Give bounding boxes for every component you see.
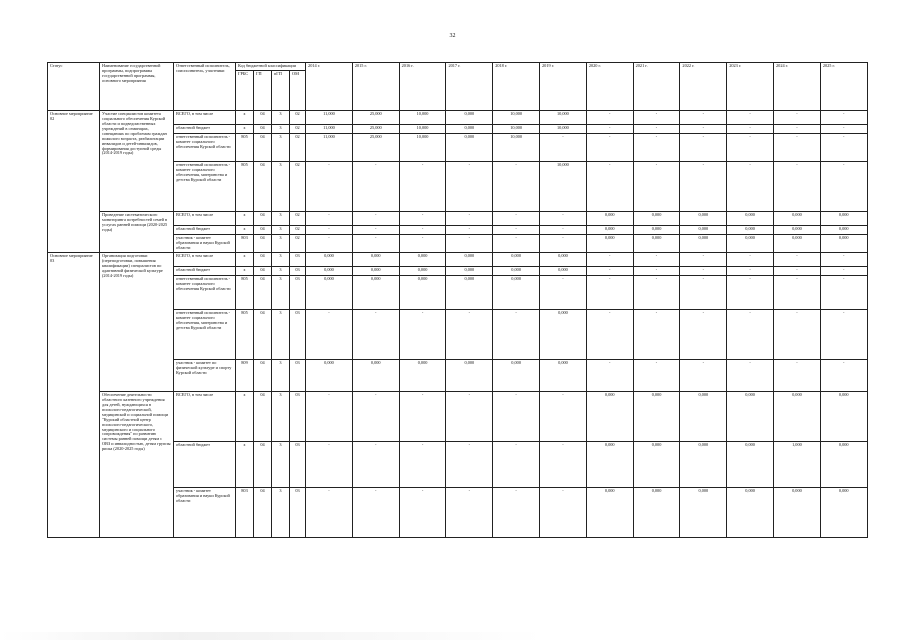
value-cell: - — [352, 441, 399, 487]
value-cell: 0,000 — [352, 359, 399, 391]
value-cell: 25,000 — [352, 110, 399, 124]
value-cell: 0,000 — [774, 225, 821, 234]
executor-cell: участник - комитет образования и науки Курской области — [174, 487, 236, 537]
pgp-cell: 3 — [272, 309, 290, 359]
value-cell: - — [446, 211, 493, 225]
pgp-cell: 3 — [272, 391, 290, 441]
activity-name-cell: Обеспечение деятельности областного казенного учреждения для детей, нуждающихся в психолого-педагогической, медицинской и социальной помощи "Курский областной центр психолого-педагогического, медицинского и социального сопровождения" по развитию системы ранней помощи детям с ОВЗ и инвалидностью, детям группы риска (2020-2025 годы) — [100, 391, 174, 537]
pgp-cell: 3 — [272, 161, 290, 211]
budget-table — [47, 62, 868, 538]
pgp-cell: 3 — [272, 124, 290, 133]
value-cell: 0,000 — [633, 391, 680, 441]
om-cell: 02 — [290, 211, 306, 225]
pgp-cell: 3 — [272, 487, 290, 537]
value-cell: 0,000 — [306, 266, 353, 275]
header-row-1 — [48, 63, 868, 71]
executor-cell: областной бюджет — [174, 441, 236, 487]
header-year: 2015 г. — [352, 63, 399, 111]
table-row — [48, 110, 868, 124]
gp-cell: 04 — [254, 110, 272, 124]
value-cell: - — [586, 309, 633, 359]
header-year: 2018 г. — [493, 63, 540, 111]
grbs-cell: x — [236, 124, 254, 133]
value-cell: 10,000 — [493, 124, 540, 133]
value-cell: 0,000 — [633, 487, 680, 537]
status-cell: Основное мероприятие 02 — [48, 110, 100, 252]
value-cell: 11,000 — [306, 110, 353, 124]
value-cell: 0,000 — [586, 225, 633, 234]
value-cell: - — [352, 309, 399, 359]
value-cell: 0,000 — [820, 225, 867, 234]
header-year: 2019 г. — [540, 63, 587, 111]
value-cell: - — [820, 133, 867, 161]
grbs-cell: 803 — [236, 234, 254, 252]
value-cell: - — [727, 252, 774, 266]
table-body — [48, 110, 868, 537]
value-cell: 0,000 — [399, 359, 446, 391]
value-cell: - — [446, 487, 493, 537]
header-grbs: ГРБС — [236, 70, 254, 110]
value-cell: - — [774, 252, 821, 266]
value-cell: 0,000 — [399, 266, 446, 275]
executor-cell: участник - комитет образования и науки Курской области — [174, 234, 236, 252]
executor-cell: ответственный исполнитель - комитет социального обеспечения Курской области — [174, 275, 236, 309]
value-cell: - — [352, 487, 399, 537]
value-cell: 0,000 — [820, 391, 867, 441]
value-cell: - — [727, 359, 774, 391]
value-cell: 0,000 — [446, 110, 493, 124]
value-cell: - — [680, 252, 727, 266]
value-cell: - — [586, 275, 633, 309]
value-cell: - — [446, 234, 493, 252]
om-cell: 03 — [290, 309, 306, 359]
value-cell: 0,000 — [586, 487, 633, 537]
header-year: 2025 г. — [820, 63, 867, 111]
value-cell: 0,000 — [820, 487, 867, 537]
value-cell: - — [727, 161, 774, 211]
value-cell: 0,000 — [586, 391, 633, 441]
value-cell: - — [540, 234, 587, 252]
value-cell: - — [680, 133, 727, 161]
value-cell: - — [586, 133, 633, 161]
value-cell: - — [493, 225, 540, 234]
value-cell: 25,000 — [352, 133, 399, 161]
executor-cell: ВСЕГО, в том числе — [174, 211, 236, 225]
om-cell: 03 — [290, 487, 306, 537]
executor-cell: ответственный исполнитель - комитет социального обеспечения Курской области — [174, 133, 236, 161]
value-cell: 11,000 — [306, 133, 353, 161]
grbs-cell: 805 — [236, 161, 254, 211]
executor-cell: ответственный исполнитель - комитет социального обеспечения, материнства и детства Курской области — [174, 161, 236, 211]
grbs-cell: x — [236, 252, 254, 266]
grbs-cell: 805 — [236, 309, 254, 359]
grbs-cell: 805 — [236, 275, 254, 309]
value-cell: 0,000 — [774, 234, 821, 252]
value-cell: - — [680, 275, 727, 309]
scan-artifact — [0, 632, 905, 640]
header-year: 2024 г. — [774, 63, 821, 111]
value-cell: 0,000 — [820, 234, 867, 252]
grbs-cell: x — [236, 266, 254, 275]
om-cell: 03 — [290, 441, 306, 487]
value-cell: - — [493, 161, 540, 211]
value-cell: - — [680, 266, 727, 275]
gp-cell: 04 — [254, 391, 272, 441]
om-cell: 02 — [290, 133, 306, 161]
value-cell: - — [540, 133, 587, 161]
value-cell: - — [820, 110, 867, 124]
value-cell: - — [820, 275, 867, 309]
value-cell: 0,000 — [680, 441, 727, 487]
value-cell: - — [633, 359, 680, 391]
value-cell: 0,000 — [680, 234, 727, 252]
value-cell: - — [820, 359, 867, 391]
value-cell: 0,000 — [727, 211, 774, 225]
value-cell: - — [540, 225, 587, 234]
gp-cell: 04 — [254, 309, 272, 359]
value-cell: - — [820, 124, 867, 133]
pgp-cell: 3 — [272, 359, 290, 391]
grbs-cell: x — [236, 110, 254, 124]
value-cell: 11,000 — [306, 124, 353, 133]
value-cell: - — [680, 161, 727, 211]
value-cell: - — [680, 124, 727, 133]
value-cell: 0,000 — [633, 234, 680, 252]
value-cell: - — [774, 359, 821, 391]
pgp-cell: 3 — [272, 275, 290, 309]
value-cell: 10,000 — [399, 133, 446, 161]
value-cell: - — [399, 487, 446, 537]
value-cell: - — [820, 266, 867, 275]
grbs-cell: 803 — [236, 487, 254, 537]
value-cell: 10,000 — [399, 124, 446, 133]
header-pgp: пГП — [272, 70, 290, 110]
value-cell: - — [352, 211, 399, 225]
pgp-cell: 3 — [272, 252, 290, 266]
value-cell: - — [493, 211, 540, 225]
header-budget-code: Код бюджетной классификации — [236, 63, 306, 71]
value-cell: - — [306, 391, 353, 441]
value-cell: - — [774, 133, 821, 161]
value-cell: 0,000 — [540, 359, 587, 391]
value-cell: - — [586, 124, 633, 133]
gp-cell: 04 — [254, 234, 272, 252]
value-cell: - — [820, 161, 867, 211]
value-cell: 0,000 — [633, 441, 680, 487]
pgp-cell: 3 — [272, 234, 290, 252]
status-cell: Основное мероприятие 03 — [48, 252, 100, 537]
value-cell: 0,000 — [352, 275, 399, 309]
value-cell: - — [633, 124, 680, 133]
value-cell: - — [586, 252, 633, 266]
value-cell: - — [820, 252, 867, 266]
value-cell: 0,000 — [633, 211, 680, 225]
grbs-cell: x — [236, 211, 254, 225]
activity-name-cell: Проведение систематического мониторинга потребностей семей в услугах ранней помощи (2020-2025 годы) — [100, 211, 174, 252]
table-row — [48, 252, 868, 266]
value-cell: - — [399, 234, 446, 252]
value-cell: - — [633, 252, 680, 266]
value-cell: 0,000 — [446, 359, 493, 391]
value-cell: 0,000 — [540, 252, 587, 266]
header-year: 2014 г. — [306, 63, 353, 111]
executor-cell: областной бюджет — [174, 266, 236, 275]
value-cell: - — [586, 359, 633, 391]
value-cell: 10,000 — [540, 124, 587, 133]
value-cell: 0,000 — [352, 252, 399, 266]
value-cell: - — [399, 225, 446, 234]
value-cell: 25,000 — [352, 124, 399, 133]
value-cell: - — [446, 309, 493, 359]
grbs-cell: 805 — [236, 133, 254, 161]
gp-cell: 04 — [254, 487, 272, 537]
value-cell: 0,000 — [727, 225, 774, 234]
pgp-cell: 3 — [272, 441, 290, 487]
om-cell: 02 — [290, 110, 306, 124]
header-executor: Ответственный исполнитель, соисполнитель, участники — [174, 63, 236, 111]
value-cell: 0,000 — [774, 211, 821, 225]
om-cell: 03 — [290, 391, 306, 441]
value-cell: - — [399, 211, 446, 225]
value-cell: 0,000 — [306, 359, 353, 391]
header-year: 2023 г. — [727, 63, 774, 111]
value-cell: - — [540, 275, 587, 309]
value-cell: - — [540, 487, 587, 537]
value-cell: - — [727, 275, 774, 309]
value-cell: 0,000 — [540, 309, 587, 359]
value-cell: 10,000 — [540, 110, 587, 124]
value-cell: - — [352, 225, 399, 234]
value-cell: - — [774, 110, 821, 124]
header-year: 2016 г. — [399, 63, 446, 111]
value-cell: - — [352, 391, 399, 441]
value-cell: - — [540, 441, 587, 487]
om-cell: 03 — [290, 275, 306, 309]
page-number: 32 — [449, 33, 456, 39]
table-row — [48, 391, 868, 441]
activity-name-cell: Участие специалистов комитета социального обеспечения Курской области и подведомственных учреждений в семинарах, совещаниях по проблемам граждан пожилого возраста, реабилитации инвалидов и детей-инвалидов, формирования доступной среды (2014-2019 годы) — [100, 110, 174, 211]
gp-cell: 04 — [254, 133, 272, 161]
value-cell: 10,000 — [493, 110, 540, 124]
gp-cell: 04 — [254, 441, 272, 487]
header-status: Статус — [48, 63, 100, 111]
value-cell: - — [633, 133, 680, 161]
value-cell: 0,000 — [820, 441, 867, 487]
header-om: ОМ — [290, 70, 306, 110]
value-cell: - — [399, 391, 446, 441]
value-cell: - — [493, 234, 540, 252]
value-cell: 10,000 — [493, 133, 540, 161]
value-cell: - — [306, 441, 353, 487]
gp-cell: 04 — [254, 275, 272, 309]
executor-cell: ВСЕГО, в том числе — [174, 252, 236, 266]
value-cell: - — [774, 309, 821, 359]
gp-cell: 04 — [254, 252, 272, 266]
pgp-cell: 3 — [272, 211, 290, 225]
value-cell: 0,000 — [352, 266, 399, 275]
header-year: 2020 г. — [586, 63, 633, 111]
value-cell: 0,000 — [774, 487, 821, 537]
pgp-cell: 3 — [272, 266, 290, 275]
value-cell: 0,000 — [399, 252, 446, 266]
value-cell: - — [820, 309, 867, 359]
value-cell: 0,000 — [633, 225, 680, 234]
value-cell: - — [633, 266, 680, 275]
header-year: 2017 г. — [446, 63, 493, 111]
value-cell: - — [446, 161, 493, 211]
value-cell: - — [306, 487, 353, 537]
grbs-cell: 809 — [236, 359, 254, 391]
executor-cell: областной бюджет — [174, 225, 236, 234]
value-cell: 0,000 — [680, 487, 727, 537]
value-cell: 0,000 — [446, 124, 493, 133]
value-cell: - — [399, 161, 446, 211]
om-cell: 03 — [290, 266, 306, 275]
value-cell: - — [306, 211, 353, 225]
executor-cell: участник - комитет по физической культуре и спорту Курской области — [174, 359, 236, 391]
value-cell: - — [306, 309, 353, 359]
executor-cell: ответственный исполнитель - комитет социального обеспечения, материнства и детства Курской области — [174, 309, 236, 359]
om-cell: 02 — [290, 234, 306, 252]
value-cell: 0,000 — [586, 234, 633, 252]
value-cell: 10,000 — [540, 161, 587, 211]
value-cell: - — [680, 110, 727, 124]
value-cell: - — [493, 441, 540, 487]
value-cell: - — [493, 487, 540, 537]
value-cell: 0,000 — [727, 391, 774, 441]
value-cell: - — [540, 211, 587, 225]
value-cell: - — [586, 266, 633, 275]
value-cell: 0,000 — [446, 266, 493, 275]
om-cell: 02 — [290, 124, 306, 133]
value-cell: 10,000 — [399, 110, 446, 124]
om-cell: 02 — [290, 161, 306, 211]
gp-cell: 04 — [254, 225, 272, 234]
executor-cell: ВСЕГО, в том числе — [174, 110, 236, 124]
value-cell: 0,000 — [446, 275, 493, 309]
value-cell: - — [774, 266, 821, 275]
value-cell: - — [774, 275, 821, 309]
value-cell: - — [633, 309, 680, 359]
value-cell: - — [306, 234, 353, 252]
header-gp: ГП — [254, 70, 272, 110]
value-cell: - — [727, 124, 774, 133]
om-cell: 02 — [290, 225, 306, 234]
executor-cell: ВСЕГО, в том числе — [174, 391, 236, 441]
value-cell: 0,000 — [727, 234, 774, 252]
value-cell: - — [633, 110, 680, 124]
om-cell: 03 — [290, 359, 306, 391]
header-year: 2021 г. — [633, 63, 680, 111]
value-cell: - — [727, 266, 774, 275]
value-cell: 0,000 — [727, 487, 774, 537]
value-cell: 0,000 — [820, 211, 867, 225]
pgp-cell: 3 — [272, 133, 290, 161]
value-cell: 0,000 — [446, 252, 493, 266]
value-cell: - — [680, 359, 727, 391]
value-cell: - — [586, 110, 633, 124]
value-cell: 0,000 — [399, 275, 446, 309]
value-cell: - — [774, 124, 821, 133]
value-cell: 0,000 — [586, 211, 633, 225]
grbs-cell: x — [236, 225, 254, 234]
value-cell: 0,000 — [493, 266, 540, 275]
value-cell: 0,000 — [493, 359, 540, 391]
value-cell: 0,000 — [586, 441, 633, 487]
gp-cell: 04 — [254, 161, 272, 211]
gp-cell: 04 — [254, 266, 272, 275]
table-row — [48, 211, 868, 225]
value-cell: - — [399, 441, 446, 487]
grbs-cell: x — [236, 441, 254, 487]
activity-name-cell: Организация подготовки (переподготовки, повышения квалификации) специалистов по адаптивной физической культуре (2014-2019 годы) — [100, 252, 174, 391]
value-cell: 0,000 — [680, 225, 727, 234]
value-cell: - — [586, 161, 633, 211]
value-cell: - — [540, 391, 587, 441]
value-cell: - — [680, 309, 727, 359]
om-cell: 03 — [290, 252, 306, 266]
value-cell: 0,000 — [727, 441, 774, 487]
value-cell: 1,000 — [774, 441, 821, 487]
value-cell: 0,000 — [493, 275, 540, 309]
value-cell: - — [727, 309, 774, 359]
value-cell: - — [633, 275, 680, 309]
value-cell: - — [306, 225, 353, 234]
grbs-cell: x — [236, 391, 254, 441]
gp-cell: 04 — [254, 359, 272, 391]
value-cell: - — [727, 110, 774, 124]
value-cell: - — [306, 161, 353, 211]
value-cell: - — [493, 391, 540, 441]
value-cell: - — [399, 309, 446, 359]
executor-cell: областной бюджет — [174, 124, 236, 133]
value-cell: - — [774, 161, 821, 211]
value-cell: - — [446, 225, 493, 234]
value-cell: - — [446, 391, 493, 441]
value-cell: 0,000 — [680, 211, 727, 225]
value-cell: 0,000 — [306, 275, 353, 309]
value-cell: - — [446, 441, 493, 487]
header-year: 2022 г. — [680, 63, 727, 111]
header-name: Наименование государственной программы, подпрограммы государственной программы, основного мероприятия — [100, 63, 174, 111]
value-cell: - — [352, 234, 399, 252]
value-cell: 0,000 — [680, 391, 727, 441]
pgp-cell: 3 — [272, 110, 290, 124]
value-cell: - — [493, 309, 540, 359]
value-cell: 0,000 — [540, 266, 587, 275]
value-cell: 0,000 — [446, 133, 493, 161]
value-cell: - — [633, 161, 680, 211]
pgp-cell: 3 — [272, 225, 290, 234]
gp-cell: 04 — [254, 124, 272, 133]
value-cell: - — [727, 133, 774, 161]
gp-cell: 04 — [254, 211, 272, 225]
value-cell: 0,000 — [493, 252, 540, 266]
value-cell: 0,000 — [774, 391, 821, 441]
value-cell: - — [352, 161, 399, 211]
value-cell: 0,000 — [306, 252, 353, 266]
